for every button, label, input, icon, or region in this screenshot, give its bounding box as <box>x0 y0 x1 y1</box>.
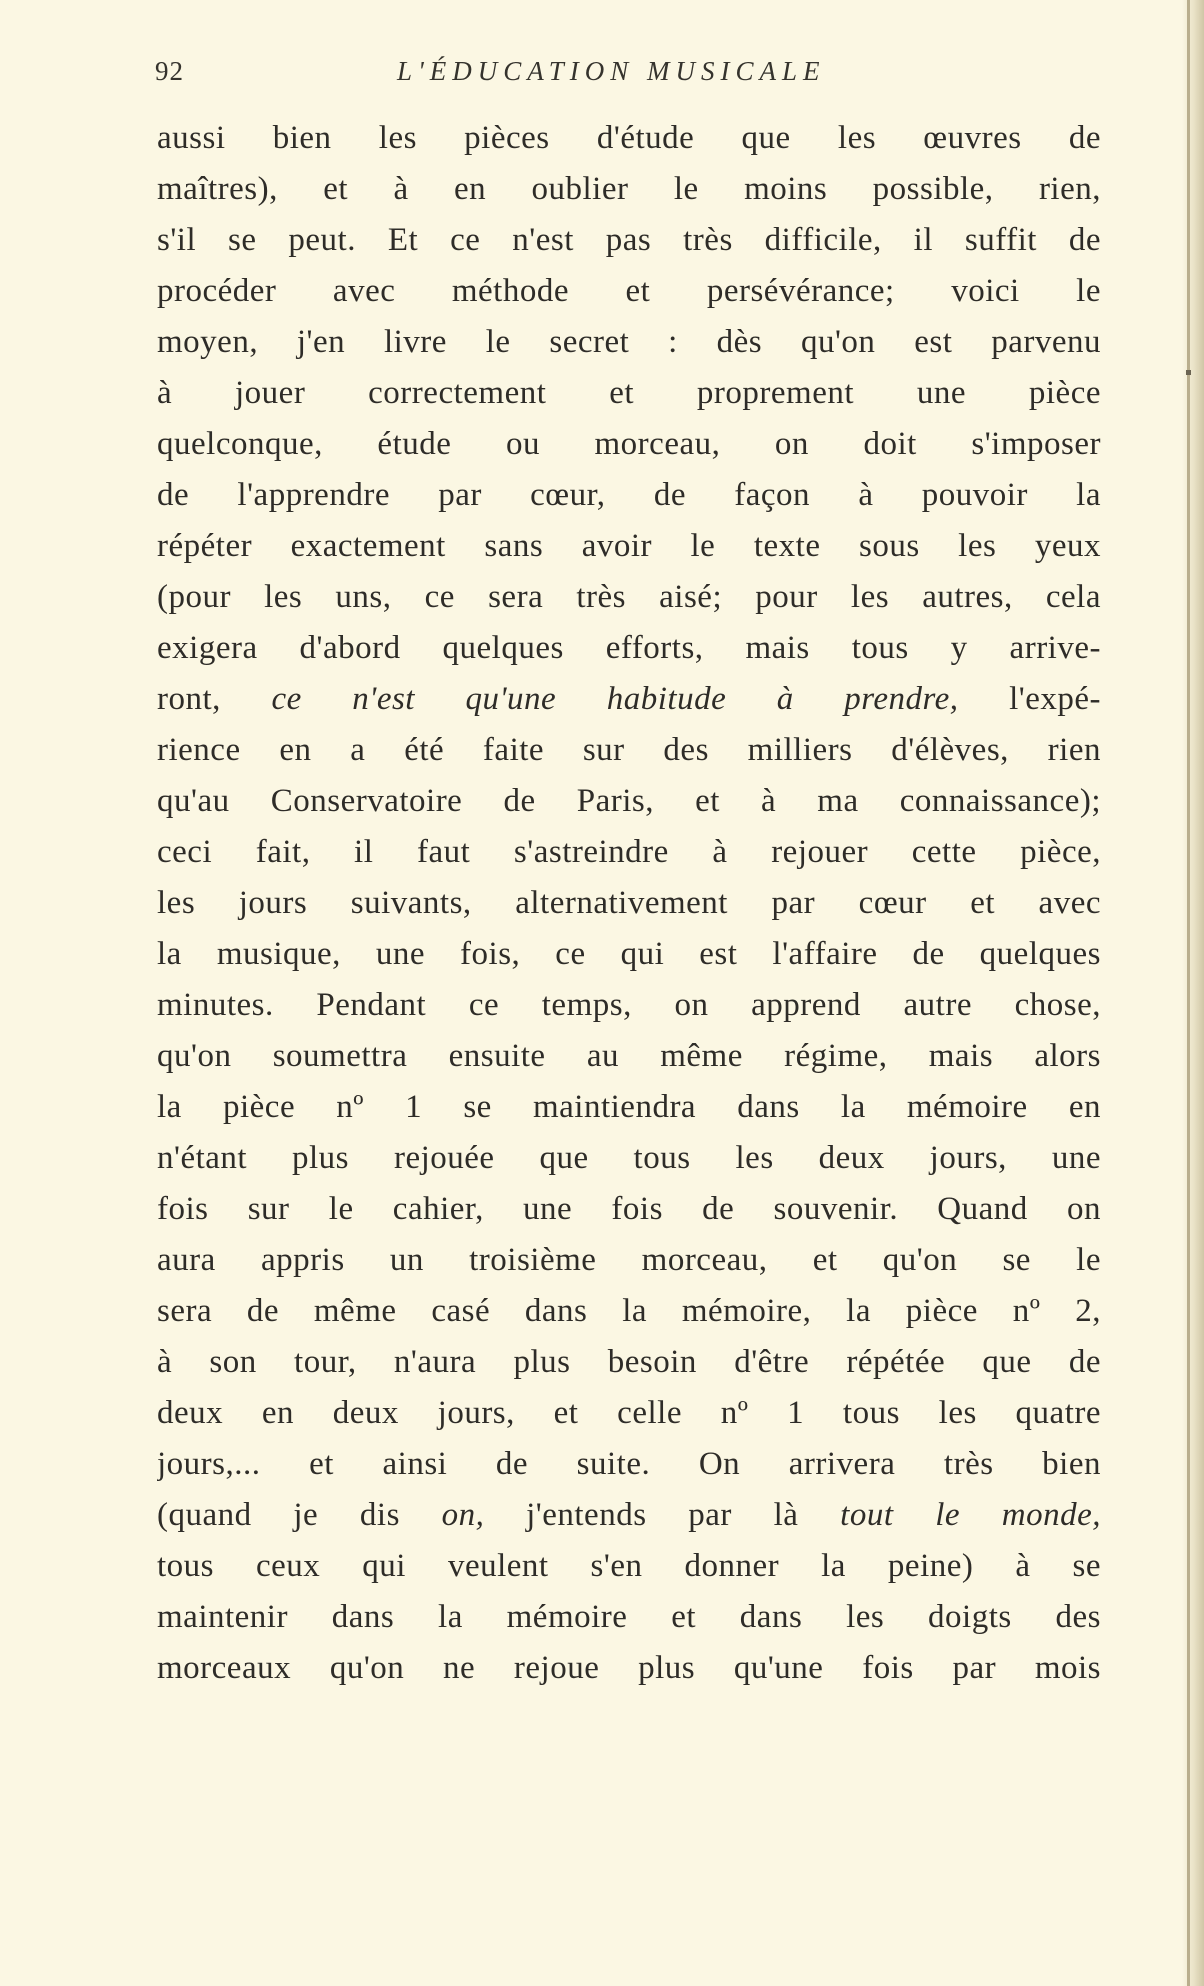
text-line: qu'au Conservatoire de Paris, et à ma connaissance); <box>157 783 1101 819</box>
page-edge-shadow <box>1182 0 1204 1986</box>
line-end: l'expé- <box>958 681 1101 717</box>
page-header <box>155 56 1085 96</box>
text-line: maintenir dans la mémoire et dans les doigts des <box>157 1599 1101 1635</box>
text-line-with-italic <box>157 674 1101 725</box>
text-line: ceci fait, il faut s'astreindre à rejouer cette pièce, <box>157 834 1101 870</box>
page-edge-mark <box>1186 370 1191 375</box>
italic-phrase: tout le monde, <box>840 1497 1101 1533</box>
page-binding-edge <box>1187 0 1190 1986</box>
text-line: rience en a été faite sur des milliers d'élèves, rien <box>157 732 1101 768</box>
line-start: (quand je dis <box>157 1497 442 1533</box>
running-title: L'ÉDUCATION MUSICALE <box>397 56 826 86</box>
text-line: deux en deux jours, et celle nº 1 tous les quatre <box>157 1395 1101 1431</box>
text-line: tous ceux qui veulent s'en donner la peine) à se <box>157 1548 1101 1584</box>
text-line: (pour les uns, ce sera très aisé; pour les autres, cela <box>157 579 1101 615</box>
text-line: qu'on soumettra ensuite au même régime, mais alors <box>157 1038 1101 1074</box>
text-line: exigera d'abord quelques efforts, mais tous y arrive- <box>157 630 1101 666</box>
line-start: ront, <box>157 681 272 717</box>
text-line: la musique, une fois, ce qui est l'affaire de quelques <box>157 936 1101 972</box>
text-line: aussi bien les pièces d'étude que les œuvres de <box>157 120 1101 156</box>
text-line: procéder avec méthode et persévérance; voici le <box>157 273 1101 309</box>
text-line: les jours suivants, alternativement par cœur et avec <box>157 885 1101 921</box>
text-line: fois sur le cahier, une fois de souvenir. Quand on <box>157 1191 1101 1227</box>
text-line: répéter exactement sans avoir le texte sous les yeux <box>157 528 1101 564</box>
line-middle: j'entends par là <box>484 1497 841 1533</box>
text-line: de l'apprendre par cœur, de façon à pouvoir la <box>157 477 1101 513</box>
page-number: 92 <box>155 56 184 86</box>
text-line: à jouer correctement et proprement une pièce <box>157 375 1101 411</box>
text-line: la pièce nº 1 se maintiendra dans la mémoire en <box>157 1089 1101 1125</box>
text-line: n'étant plus rejouée que tous les deux jours, une <box>157 1140 1101 1176</box>
text-line: à son tour, n'aura plus besoin d'être répétée que de <box>157 1344 1101 1380</box>
text-line: morceaux qu'on ne rejoue plus qu'une fois par mois <box>157 1650 1101 1686</box>
italic-phrase: ce n'est qu'une habitude à prendre, <box>271 681 959 717</box>
text-line: s'il se peut. Et ce n'est pas très difficile, il suffit de <box>157 222 1101 258</box>
body-text <box>157 113 1101 1694</box>
text-line: quelconque, étude ou morceau, on doit s'imposer <box>157 426 1101 462</box>
text-line: minutes. Pendant ce temps, on apprend autre chose, <box>157 987 1101 1023</box>
text-line: sera de même casé dans la mémoire, la pièce nº 2, <box>157 1293 1101 1329</box>
text-line: maîtres), et à en oublier le moins possible, rien, <box>157 171 1101 207</box>
text-line: jours,... et ainsi de suite. On arrivera très bien <box>157 1446 1101 1482</box>
text-line-with-italic <box>157 1490 1101 1541</box>
italic-word: on, <box>441 1497 485 1533</box>
text-line: aura appris un troisième morceau, et qu'on se le <box>157 1242 1101 1278</box>
text-line: moyen, j'en livre le secret : dès qu'on est parvenu <box>157 324 1101 360</box>
